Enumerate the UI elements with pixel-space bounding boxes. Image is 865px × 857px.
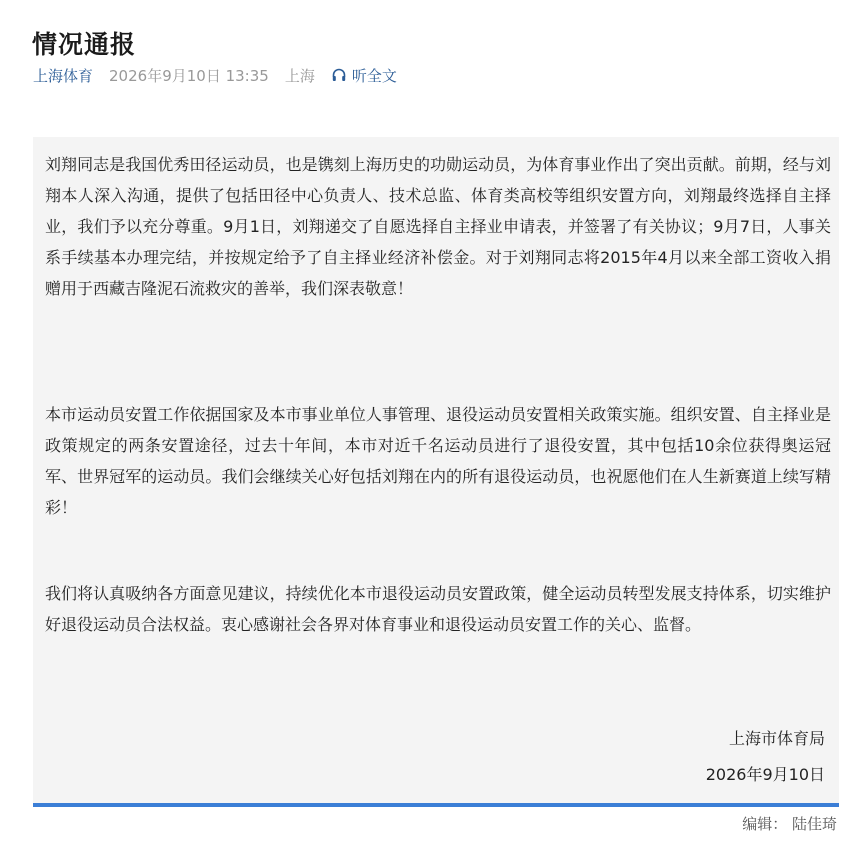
signature-date: 2026年9月10日 [705, 765, 825, 784]
listen-label: 听全文 [351, 66, 397, 85]
listen-button[interactable] [331, 65, 397, 86]
publish-datetime: 2026年9月10日 13:35 [109, 66, 269, 85]
paragraph-1: 刘翔同志是我国优秀田径运动员，也是镌刻上海历史的功勋运动员，为体育事业作出了突出贡献。前期，经与刘翔本人深入沟通，提供了包括田径中心负责人、技术总监、体育类高校等组织安置方向，刘翔最终选择自主择业，我们予以充分尊重。9月1日，刘翔递交了自愿选择自主择业申请表，并签署了有关协议；9月7日，人事关系手续基本办理完结，并按规定给予了自主择业经济补偿金。对于刘翔同志将2015年4月以来全部工资收入捐赠用于西藏吉隆泥石流救灾的善举，我们深表敬意！ [45, 155, 831, 298]
article-content [33, 137, 839, 807]
page-title: 情况通报 [32, 29, 137, 59]
signature-organization: 上海市体育局 [728, 729, 825, 748]
publish-location: 上海 [284, 66, 315, 85]
paragraph-2: 本市运动员安置工作依据国家及本市事业单位人事管理、退役运动员安置相关政策实施。组织安置、自主择业是政策规定的两条安置途径，过去十年间，本市对近千名运动员进行了退役安置，其中包括10余位获得奥运冠军、世界冠军的运动员。我们会继续关心好包括刘翔在内的所有退役运动员，也祝愿他们在人生新赛道上续写精彩！ [45, 405, 831, 517]
source-link[interactable]: 上海体育 [33, 66, 94, 85]
article-meta [33, 62, 397, 88]
headphones-icon [331, 67, 352, 83]
paragraph-3: 我们将认真吸纳各方面意见建议，持续优化本市退役运动员安置政策，健全运动员转型发展支持体系，切实维护好退役运动员合法权益。衷心感谢社会各界对体育事业和退役运动员安置工作的关心、监督。 [45, 584, 831, 634]
editor-credit: 编辑： 陆佳琦 [742, 815, 837, 833]
